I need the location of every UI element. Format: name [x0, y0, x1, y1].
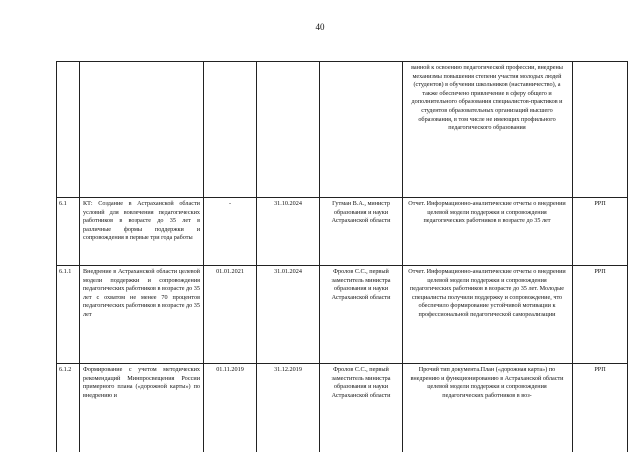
- row-divider: [56, 197, 627, 198]
- column-divider: [572, 61, 573, 452]
- control-level: РРП: [594, 366, 606, 373]
- row-number: 6.1: [59, 200, 67, 207]
- table-top-border: [56, 61, 627, 62]
- column-divider: [627, 61, 628, 452]
- activity-title: Внедрение в Астраханской области целевой модели поддержки и сопровождения педагогических работников в возрасте до 35 лет с охватом не менее 70 процентов педагогических работников в возрасте до 35 лет: [83, 268, 200, 318]
- end-date: 31.10.2024: [274, 200, 302, 207]
- row-divider: [56, 265, 627, 266]
- end-date: 31.01.2024: [274, 268, 302, 275]
- page-number: 40: [315, 22, 325, 32]
- result-description: Прочий тип документа.План («дорожная карта») по внедрению и функционированию в Астраханской области целевой модели поддержки и сопровождения педагогических работников в воз-: [410, 366, 564, 399]
- control-level: РРП: [594, 268, 606, 275]
- column-divider: [256, 61, 257, 452]
- result-description: Отчет. Информационно-аналитические отчеты о внедрении целевой модели поддержки и сопровождения педагогических работников в возрасте до 35 лет: [408, 200, 566, 225]
- activity-title: Формирование с учетом методических рекомендаций Минпросвещения России примерного плана («дорожной карты») по внедрению и: [83, 366, 200, 399]
- column-divider: [56, 61, 57, 452]
- column-divider: [319, 61, 320, 452]
- responsible-person: Фролов С.С., первый заместитель министра образования и науки Астраханской области: [331, 268, 391, 301]
- start-date: 01.01.2021: [216, 268, 244, 275]
- responsible-person: Гутман В.А., министр образования и науки Астраханской области: [331, 200, 391, 225]
- start-date: -: [228, 200, 232, 207]
- column-divider: [79, 61, 80, 452]
- row-divider: [56, 363, 627, 364]
- row-number: 6.1.1: [59, 268, 72, 275]
- column-divider: [402, 61, 403, 452]
- result-description: Отчет. Информационно-аналитические отчеты о внедрении целевой модели поддержки и сопровождения педагогических работников в возрасте до 35 лет. Молодые специалисты получили поддержку и сопровождение, что обеспечило формирование устойчивой мотивации к профессиональной педагогической самореализации: [408, 268, 566, 318]
- start-date: 01.11.2019: [216, 366, 244, 373]
- responsible-person: Фролов С.С., первый заместитель министра образования и науки Астраханской области: [331, 366, 391, 399]
- continuation-result-text: ванной к освоению педагогической профессии, внедрены механизмы повышения степени участия молодых людей (студентов) в обучении школьников (наставничество), а также обеспечено привлечение в сферу общего и дополнительного образования специалистов-практиков и студентов образовательных организаций высшего образования, в том числе не имеющих профильного педагогического образования: [411, 64, 563, 132]
- column-divider: [203, 61, 204, 452]
- row-number: 6.1.2: [59, 366, 72, 373]
- control-level: РРП: [594, 200, 606, 207]
- activity-title: КТ: Создание в Астраханской области условий для вовлечения педагогических работников в возрасте до 35 лет в различные формы поддержки и сопровождения в первые три года работы: [83, 200, 200, 242]
- end-date: 31.12.2019: [274, 366, 302, 373]
